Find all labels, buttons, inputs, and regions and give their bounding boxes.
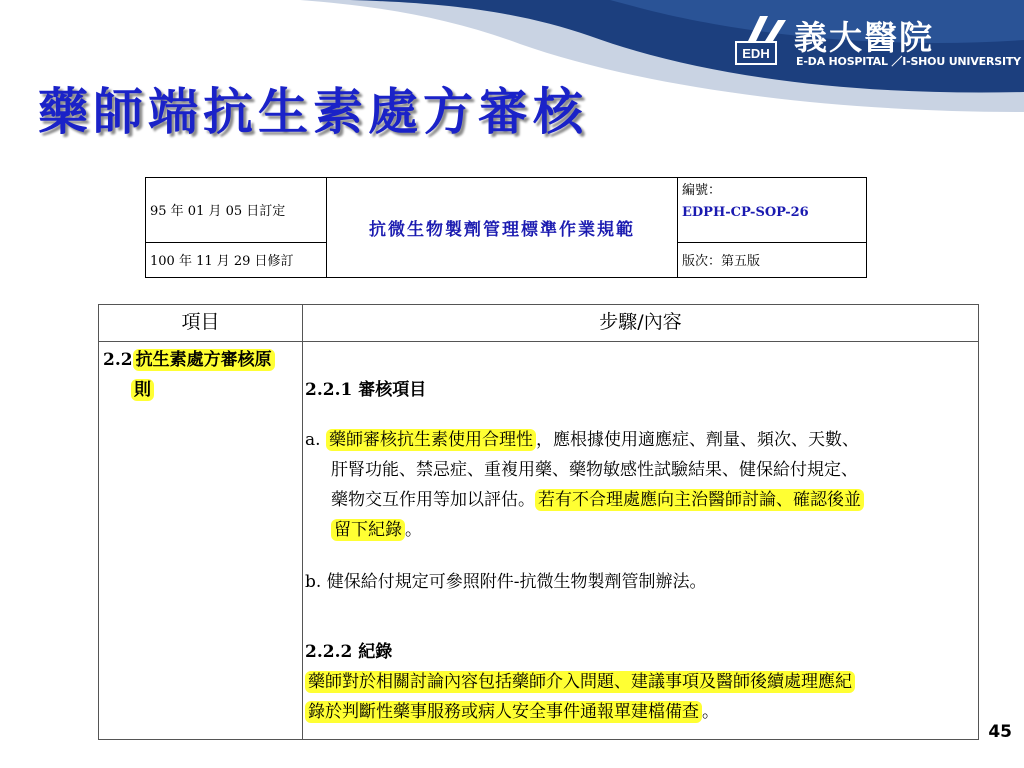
edh-logo-icon (734, 12, 790, 66)
document-header-table (145, 177, 867, 278)
item-a-text-3: 藥物交互作用等加以評估。 (331, 490, 535, 510)
table-header-row (99, 305, 978, 342)
column-header-steps: 步驟/內容 (599, 311, 682, 333)
item-a-line-1 (305, 425, 973, 455)
item-title-highlight-2: 則 (131, 379, 154, 401)
section-2-2-2-title: 2.2.2 紀錄 (305, 642, 393, 662)
item-a-highlight-3: 留下紀錄 (331, 519, 405, 541)
item-b-text: 健保給付規定可參照附件-抗微生物製劑管制辦法。 (326, 572, 707, 592)
item-a-end: 。 (405, 520, 422, 540)
item-a-highlight-1: 藥師審核抗生素使用合理性 (326, 429, 536, 451)
item-title (103, 345, 299, 405)
logo-english-name: E-DA HOSPITAL ／I-SHOU UNIVERSITY (796, 55, 1021, 68)
steps-content (305, 341, 973, 727)
item-a-line-4 (305, 515, 973, 545)
hospital-logo (734, 10, 1024, 72)
established-date: 95 年 01 月 05 日訂定 (146, 178, 327, 243)
item-b-line (305, 567, 973, 597)
record-end: 。 (702, 702, 719, 722)
code-value: EDPH-CP-SOP-26 (682, 205, 809, 220)
column-header-item: 項目 (181, 311, 220, 333)
document-code-cell (678, 178, 867, 243)
item-a-prefix: a. (305, 430, 321, 450)
record-line-1 (305, 667, 973, 697)
record-highlight-2: 錄於判斷性藥事服務或病人安全事件通報單建檔備查 (305, 701, 702, 723)
item-b-prefix: b. (305, 572, 322, 592)
page-number: 45 (988, 722, 1012, 742)
column-divider (302, 305, 303, 739)
code-label: 編號： (682, 183, 722, 198)
record-line-2 (305, 697, 973, 727)
logo-chinese-name: 義大醫院 (794, 18, 934, 57)
revised-date: 100 年 11 月 29 日修訂 (146, 242, 327, 277)
logo-mark-text: EDH (742, 46, 770, 61)
document-title: 抗微生物製劑管理標準作業規範 (327, 178, 678, 278)
item-number: 2.2 (103, 350, 133, 370)
item-title-highlight-1: 抗生素處方審核原 (133, 349, 275, 371)
item-a-highlight-2: 若有不合理處應向主治醫師討論、確認後並 (535, 489, 864, 511)
version-label: 版次：第五版 (678, 242, 867, 277)
section-2-2-1-title: 2.2.1 審核項目 (305, 380, 427, 400)
page-title: 藥師端抗生素處方審核 (38, 82, 588, 141)
item-a-line-3 (305, 485, 973, 515)
item-a-line-2: 肝腎功能、禁忌症、重複用藥、藥物敏感性試驗結果、健保給付規定、 (331, 460, 858, 480)
record-highlight-1: 藥師對於相關討論內容包括藥師介入問題、建議事項及醫師後續處理應紀 (305, 671, 855, 693)
procedure-table (98, 304, 979, 740)
item-a-text-1: ，應根據使用適應症、劑量、頻次、天數、 (535, 430, 859, 450)
